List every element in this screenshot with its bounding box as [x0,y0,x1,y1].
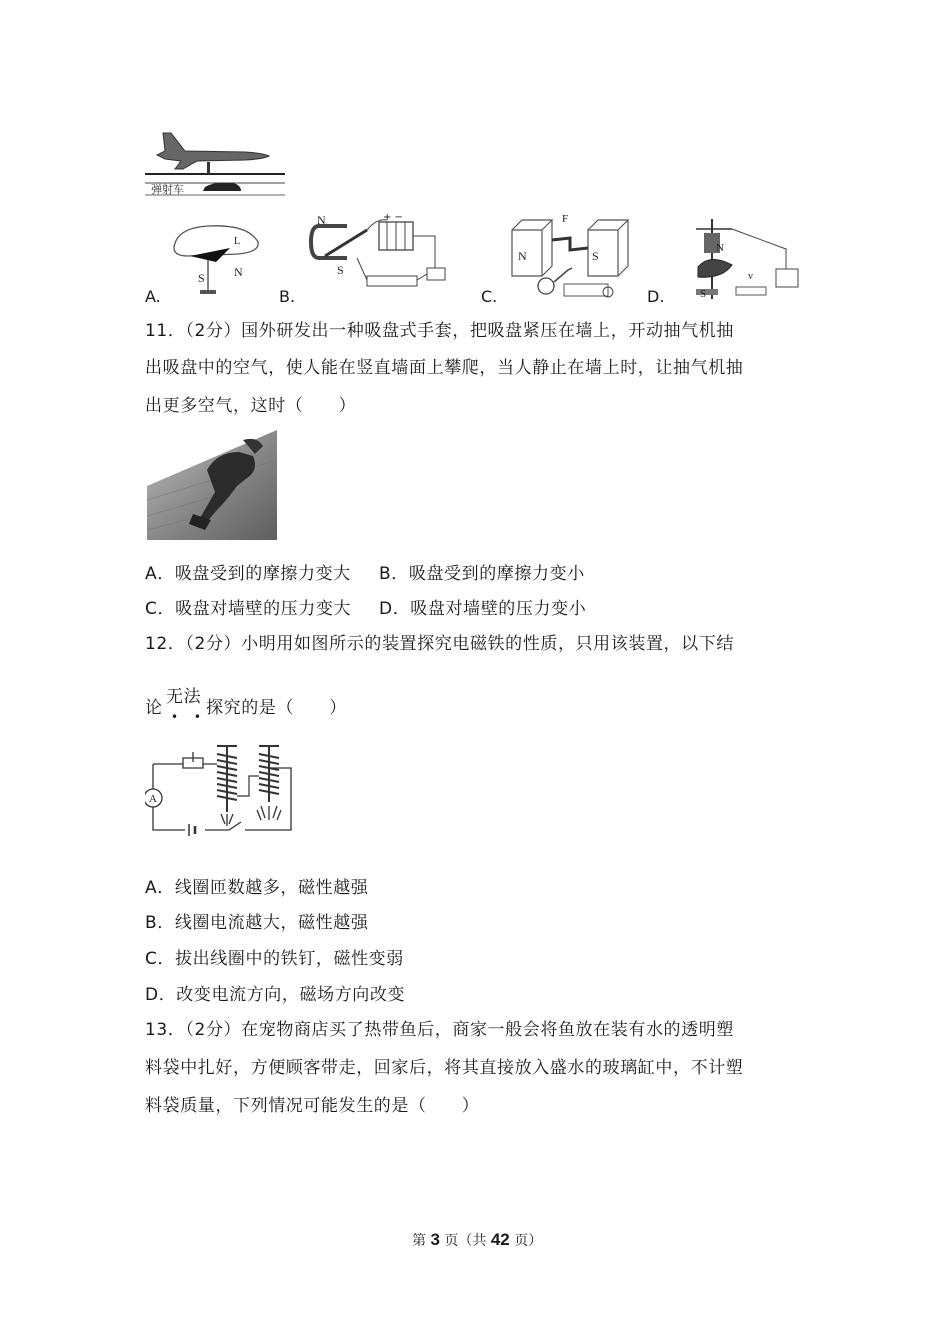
svg-text:N: N [716,242,724,254]
option-c-label: C. [481,287,498,306]
svg-text:+ −: + − [383,212,403,223]
option-a-label: A. [145,287,161,306]
option-d-label: D. [647,287,665,306]
svg-text:S: S [337,263,344,277]
q12-stem-line-1: 12．（2分）小明用如图所示的装置探究电磁铁的性质，只用该装置，以下结 [145,634,734,654]
q12-option-a: A．线圈匝数越多，磁性越强 [145,878,369,898]
option-d-figure [676,213,806,301]
option-c-figure [508,210,633,302]
q11-stem-line-3: 出更多空气，这时（ ） [145,396,357,416]
q11-option-c: C．吸盘对墙壁的压力变大 [145,599,352,619]
q11-option-b: B．吸盘受到的摩擦力变小 [379,564,585,584]
q13-stem-line-3: 料袋质量，下列情况可能发生的是（ ） [145,1096,480,1116]
q11-stem-line-2: 出吸盘中的空气，使人能在竖直墙面上攀爬，当人静止在墙上时，让抽气机抽 [145,358,744,378]
q12-option-d: D．改变电流方向，磁场方向改变 [145,985,406,1005]
q12-stem-line-2-prefix: 论 [145,698,163,718]
electromagnet-circuit-figure [145,740,295,842]
q13-stem-line-1: 13．（2分）在宠物商店买了热带鱼后，商家一般会将鱼放在装有水的透明塑 [145,1020,734,1040]
emphasis-dots: • • [171,710,207,724]
option-a-figure [168,218,263,300]
q12-option-b: B．线圈电流越大，磁性越强 [145,913,369,933]
q13-stem-line-2: 料袋中扎好，方便顾客带走，回家后，将其直接放入盛水的玻璃缸中，不计塑 [145,1058,744,1078]
q11-option-a: A．吸盘受到的摩擦力变大 [145,564,351,584]
q12-option-c: C．拔出线圈中的铁钉，磁性变弱 [145,949,404,969]
option-b-label: B. [279,287,296,306]
svg-text:S: S [700,288,707,300]
q11-stem-line-1: 11．（2分）国外研发出一种吸盘式手套，把吸盘紧压在墙上，开动抽气机抽 [145,321,734,341]
jet-figure-label: 弹射车 [151,183,184,196]
footer-total-pages: 42 [490,1230,510,1249]
footer-prefix: 第 [412,1233,426,1249]
q11-option-d: D．吸盘对墙壁的压力变小 [379,599,587,619]
page-footer [412,1230,542,1250]
svg-text:A: A [149,793,157,805]
svg-text:N: N [518,249,527,263]
svg-text:F: F [562,213,569,225]
footer-page-number: 3 [430,1230,440,1249]
svg-text:L: L [234,236,241,247]
svg-text:N: N [317,213,326,227]
footer-suffix: 页） [514,1233,543,1249]
svg-text:S: S [198,271,205,285]
jet-catapult-figure [145,125,285,200]
q12-stem-line-2-suffix: 探究的是（ ） [206,698,347,718]
svg-text:N: N [234,265,243,279]
footer-mid: 页（共 [444,1233,487,1249]
option-b-figure [307,212,452,302]
wall-climber-photo [147,430,277,540]
svg-text:v: v [748,271,753,282]
svg-text:S: S [592,249,599,263]
q12-emphasis-word: 无法 [166,687,202,707]
